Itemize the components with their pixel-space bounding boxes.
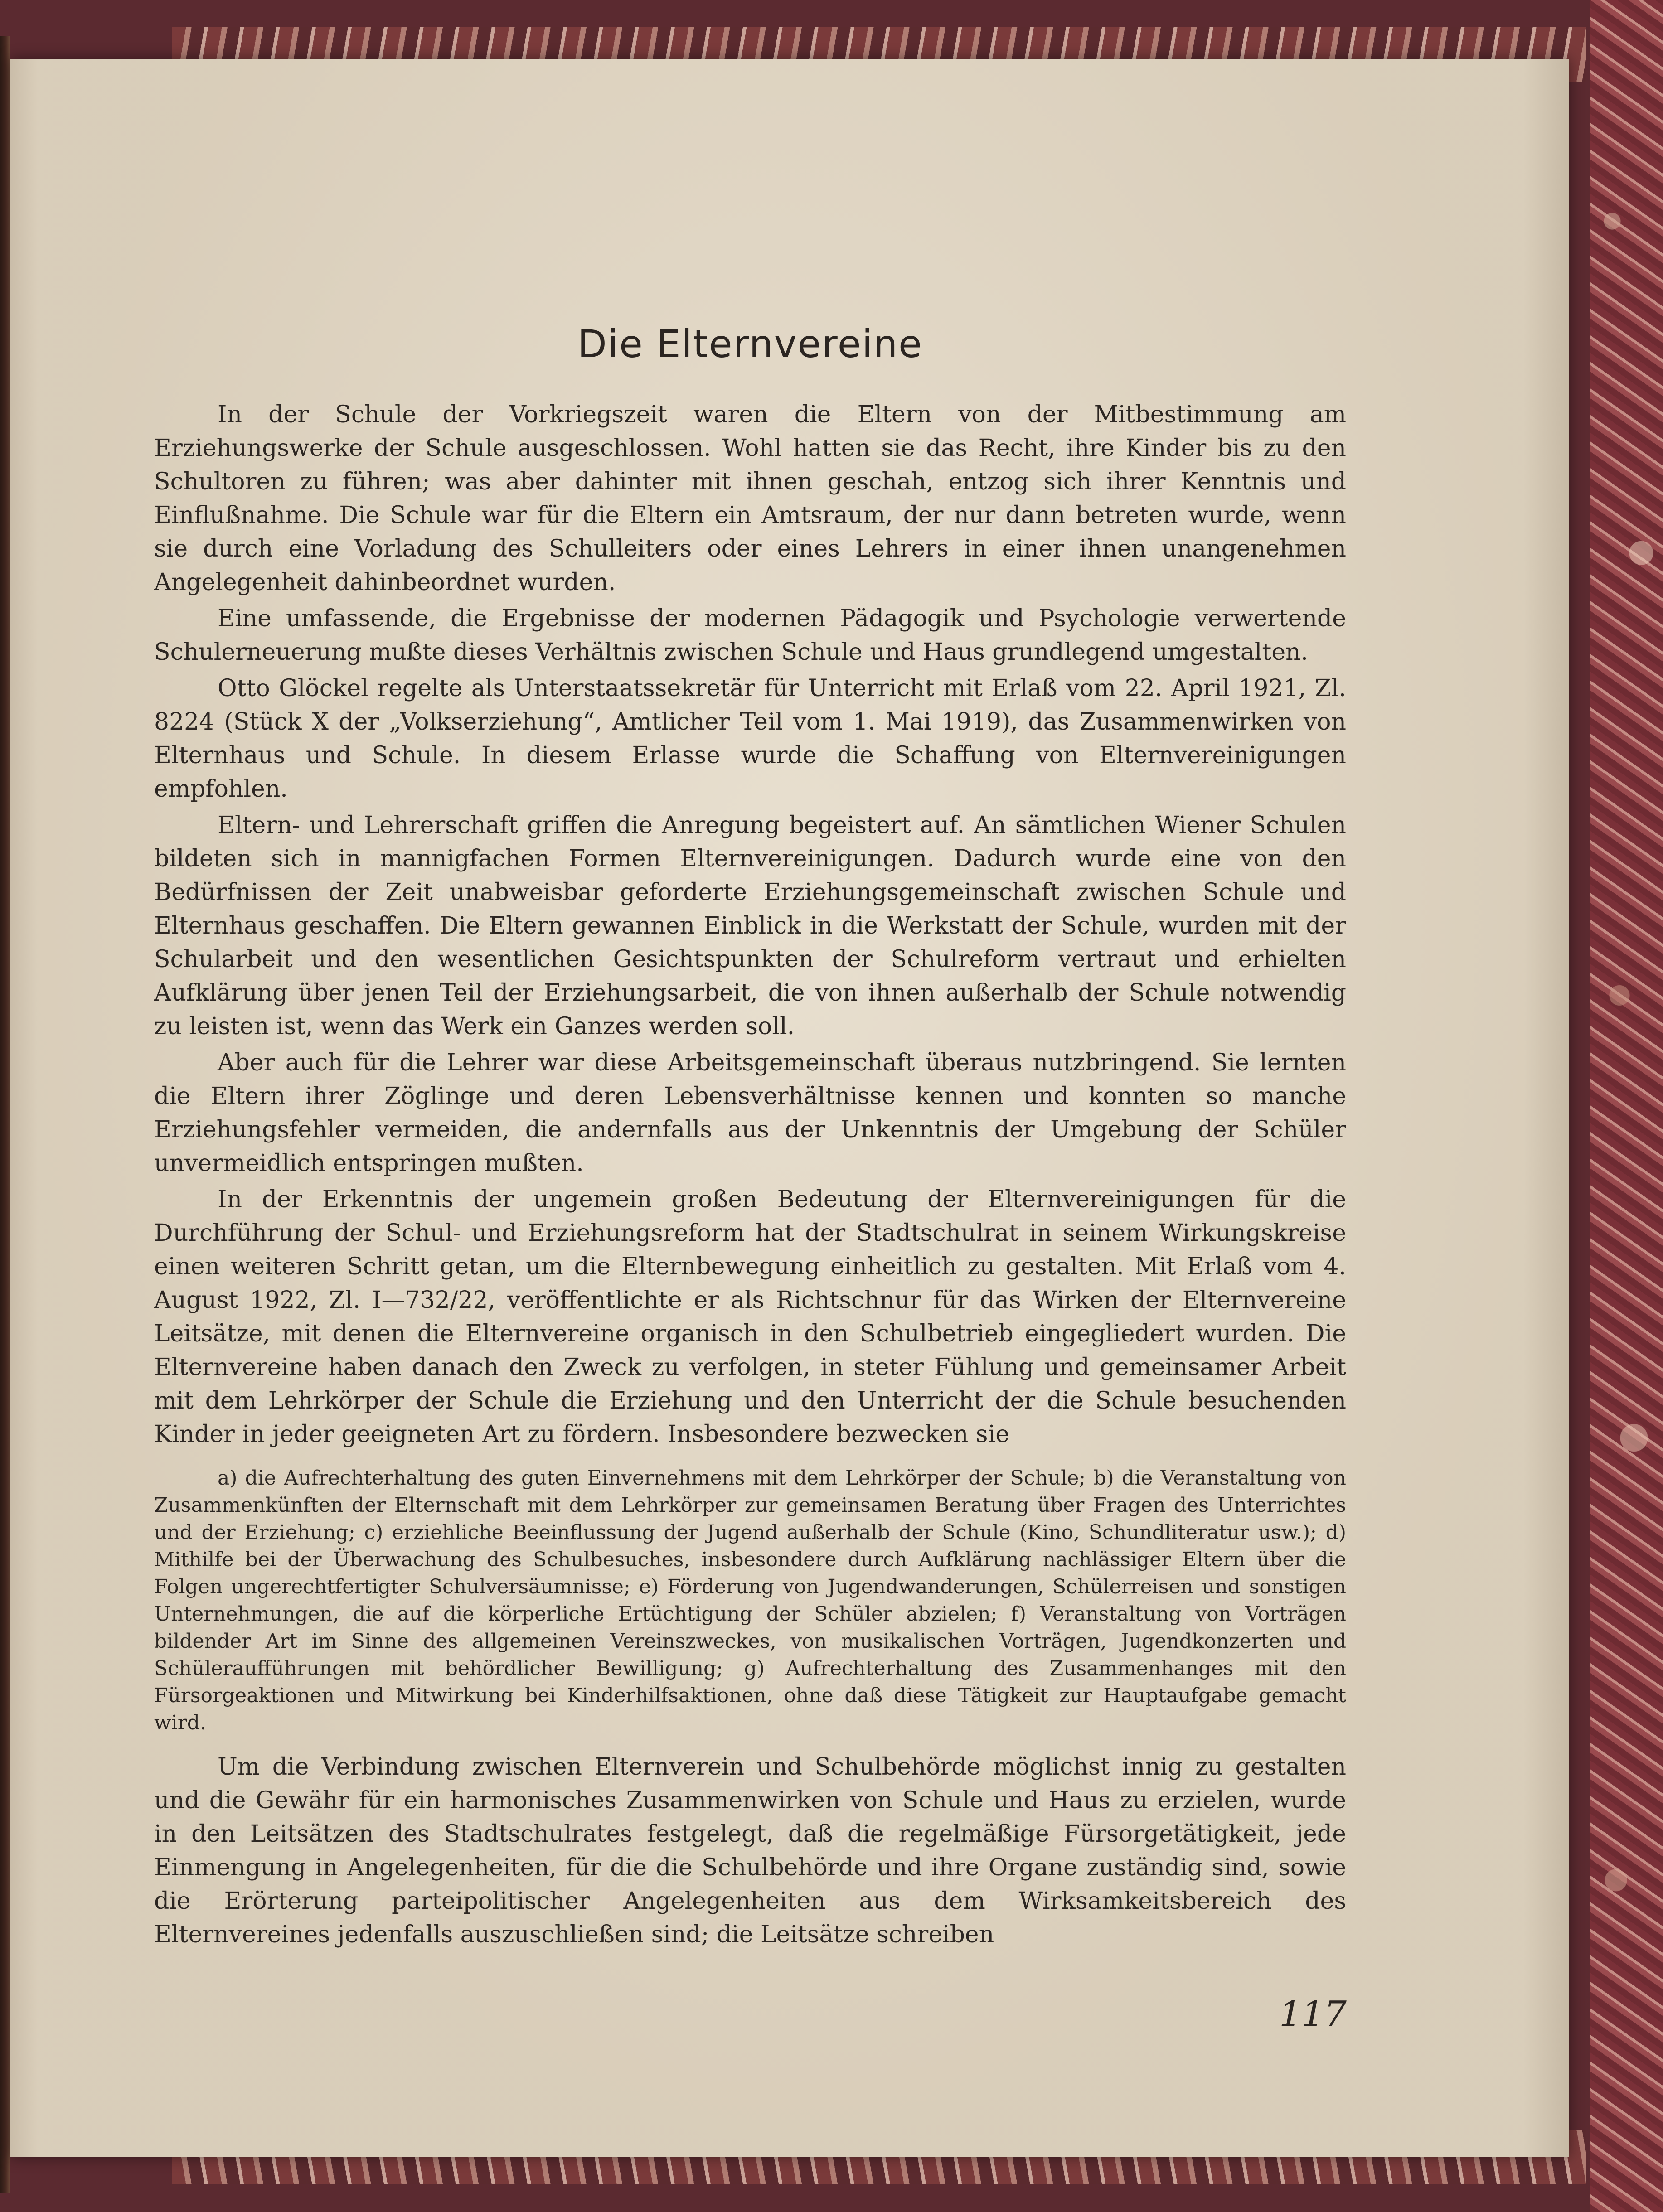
paragraph-1: In der Schule der Vorkriegszeit waren die Eltern von der Mitbestimmung am Erziehungswerke der Schule ausgeschlossen. Wohl hatten sie das Recht, ihre Kinder bis zu den Schultoren zu führen; was aber dahinter mit ihnen geschah, entzog sich ihrer Kenntnis und Einflußnahme. Die Schule war für die Eltern ein Amtsraum, der nur dann betreten wurde, wenn sie durch eine Vorladung des Schulleiters oder eines Lehrers in einer ihnen unangenehmen Angelegenheit dahinbeordnet wurden. [154,401,1346,596]
paragraph-4: Eltern- und Lehrerschaft griffen die Anregung begeistert auf. An sämtlichen Wiener Schulen bildeten sich in mannigfachen Formen Elternvereinigungen. Dadurch wurde eine von den Bedürfnissen der Zeit unabweisbar geforderte Erziehungsgemeinschaft zwischen Schule und Elternhaus geschaffen. Die Eltern gewannen Einblick in die Werkstatt der Schule, wurden mit der Schularbeit und den wesentlichen Gesichtspunkten der Schulreform vertraut und erhielten Aufklärung über jenen Teil der Erziehungsarbeit, die von ihnen außerhalb der Schule notwendig zu leisten ist, wenn das Werk ein Ganzes werden soll. [154,812,1346,1040]
page-text [154,254,1346,1954]
marbled-cover-edge [1590,0,1663,2212]
paragraph-2: Eine umfassende, die Ergebnisse der modernen Pädagogik und Psychologie verwertende Schulerneuerung mußte dieses Verhältnis zwischen Schule und Haus grundlegend umgestalten. [154,605,1346,666]
paragraph-5: Aber auch für die Lehrer war diese Arbeitsgemeinschaft überaus nutzbringend. Sie lernten die Eltern ihrer Zöglinge und deren Lebensverhältnisse kennen und konnten so manche Erziehungsfehler vermeiden, die andernfalls aus der Unkenntnis der Umgebung der Schüler unvermeidlich entspringen mußten. [154,1049,1346,1177]
book-page [10,59,1569,2157]
paragraph-final: Um die Verbindung zwischen Elternverein und Schulbehörde möglichst innig zu gestalten und die Gewähr für ein harmonisches Zusammenwirken von Schule und Haus zu erzielen, wurde in den Leitsätzen des Stadtschulrates festgelegt, daß die regelmäßige Fürsorgetätigkeit, jede Einmengung in Angelegenheiten, für die die Schulbehörde und ihre Organe zuständig sind, sowie die Erörterung parteipolitischer Angelegenheiten aus dem Wirksamkeitsbereich des Elternvereines jedenfalls auszuschließen sind; die Leitsätze schreiben [154,1753,1346,1948]
page-title: Die Elternvereine [577,322,923,366]
paragraph-3: Otto Glöckel regelte als Unterstaatssekretär für Unterricht mit Erlaß vom 22. April 1921, Zl. 8224 (Stück X der „Volkserziehung“, Amtlicher Teil vom 1. Mai 1919), das Zusammenwirken von Elternhaus und Schule. In diesem Erlasse wurde die Schaffung von Elternvereinigungen empfohlen. [154,675,1346,803]
page-number: 117 [1279,1994,1347,2035]
left-page-edge [0,36,10,2193]
purpose-list: a) die Aufrechterhaltung des guten Einvernehmens mit dem Lehrkörper der Schule; b) die Veranstaltung von Zusammenkünften der Elternschaft mit dem Lehrkörper zur gemeinsamen Beratung über Fragen des Unterrichtes und der Erziehung; c) erziehliche Beeinflussung der Jugend außerhalb der Schule (Kino, Schundliteratur usw.); d) Mithilfe bei der Überwachung des Schulbesuches, insbesondere durch Aufklärung nachlässiger Eltern über die Folgen ungerechtfertigter Schulversäumnisse; e) Förderung von Jugendwanderungen, Schülerreisen und sonstigen Unternehmungen, die auf die körperliche Ertüchtigung der Schüler abzielen; f) Veranstaltung von Vorträgen bildender Art im Sinne des allgemeinen Vereinszweckes, von musikalischen Vorträgen, Jugendkonzerten und Schüleraufführungen mit behördlicher Bewilligung; g) Aufrechterhaltung des Zusammenhanges mit den Fürsorgeaktionen und Mitwirkung bei Kinderhilfsaktionen, ohne daß diese Tätigkeit zur Hauptaufgabe gemacht wird. [154,1467,1346,1734]
paragraph-6: In der Erkenntnis der ungemein großen Bedeutung der Elternvereinigungen für die Durchführung der Schul- und Erziehungsreform hat der Stadtschulrat in seinem Wirkungskreise einen weiteren Schritt getan, um die Elternbewegung einheitlich zu gestalten. Mit Erlaß vom 4. August 1922, Zl. I—732/22, veröffentlichte er als Richtschnur für das Wirken der Elternvereine Leitsätze, mit denen die Elternvereine organisch in den Schulbetrieb eingegliedert wurden. Die Elternvereine haben danach den Zweck zu verfolgen, in steter Fühlung und gemeinsamer Arbeit mit dem Lehrkörper der Schule die Erziehung und den Unterricht der die Schule besuchenden Kinder in jeder geeigneten Art zu fördern. Insbesondere bezwecken sie [154,1186,1346,1448]
